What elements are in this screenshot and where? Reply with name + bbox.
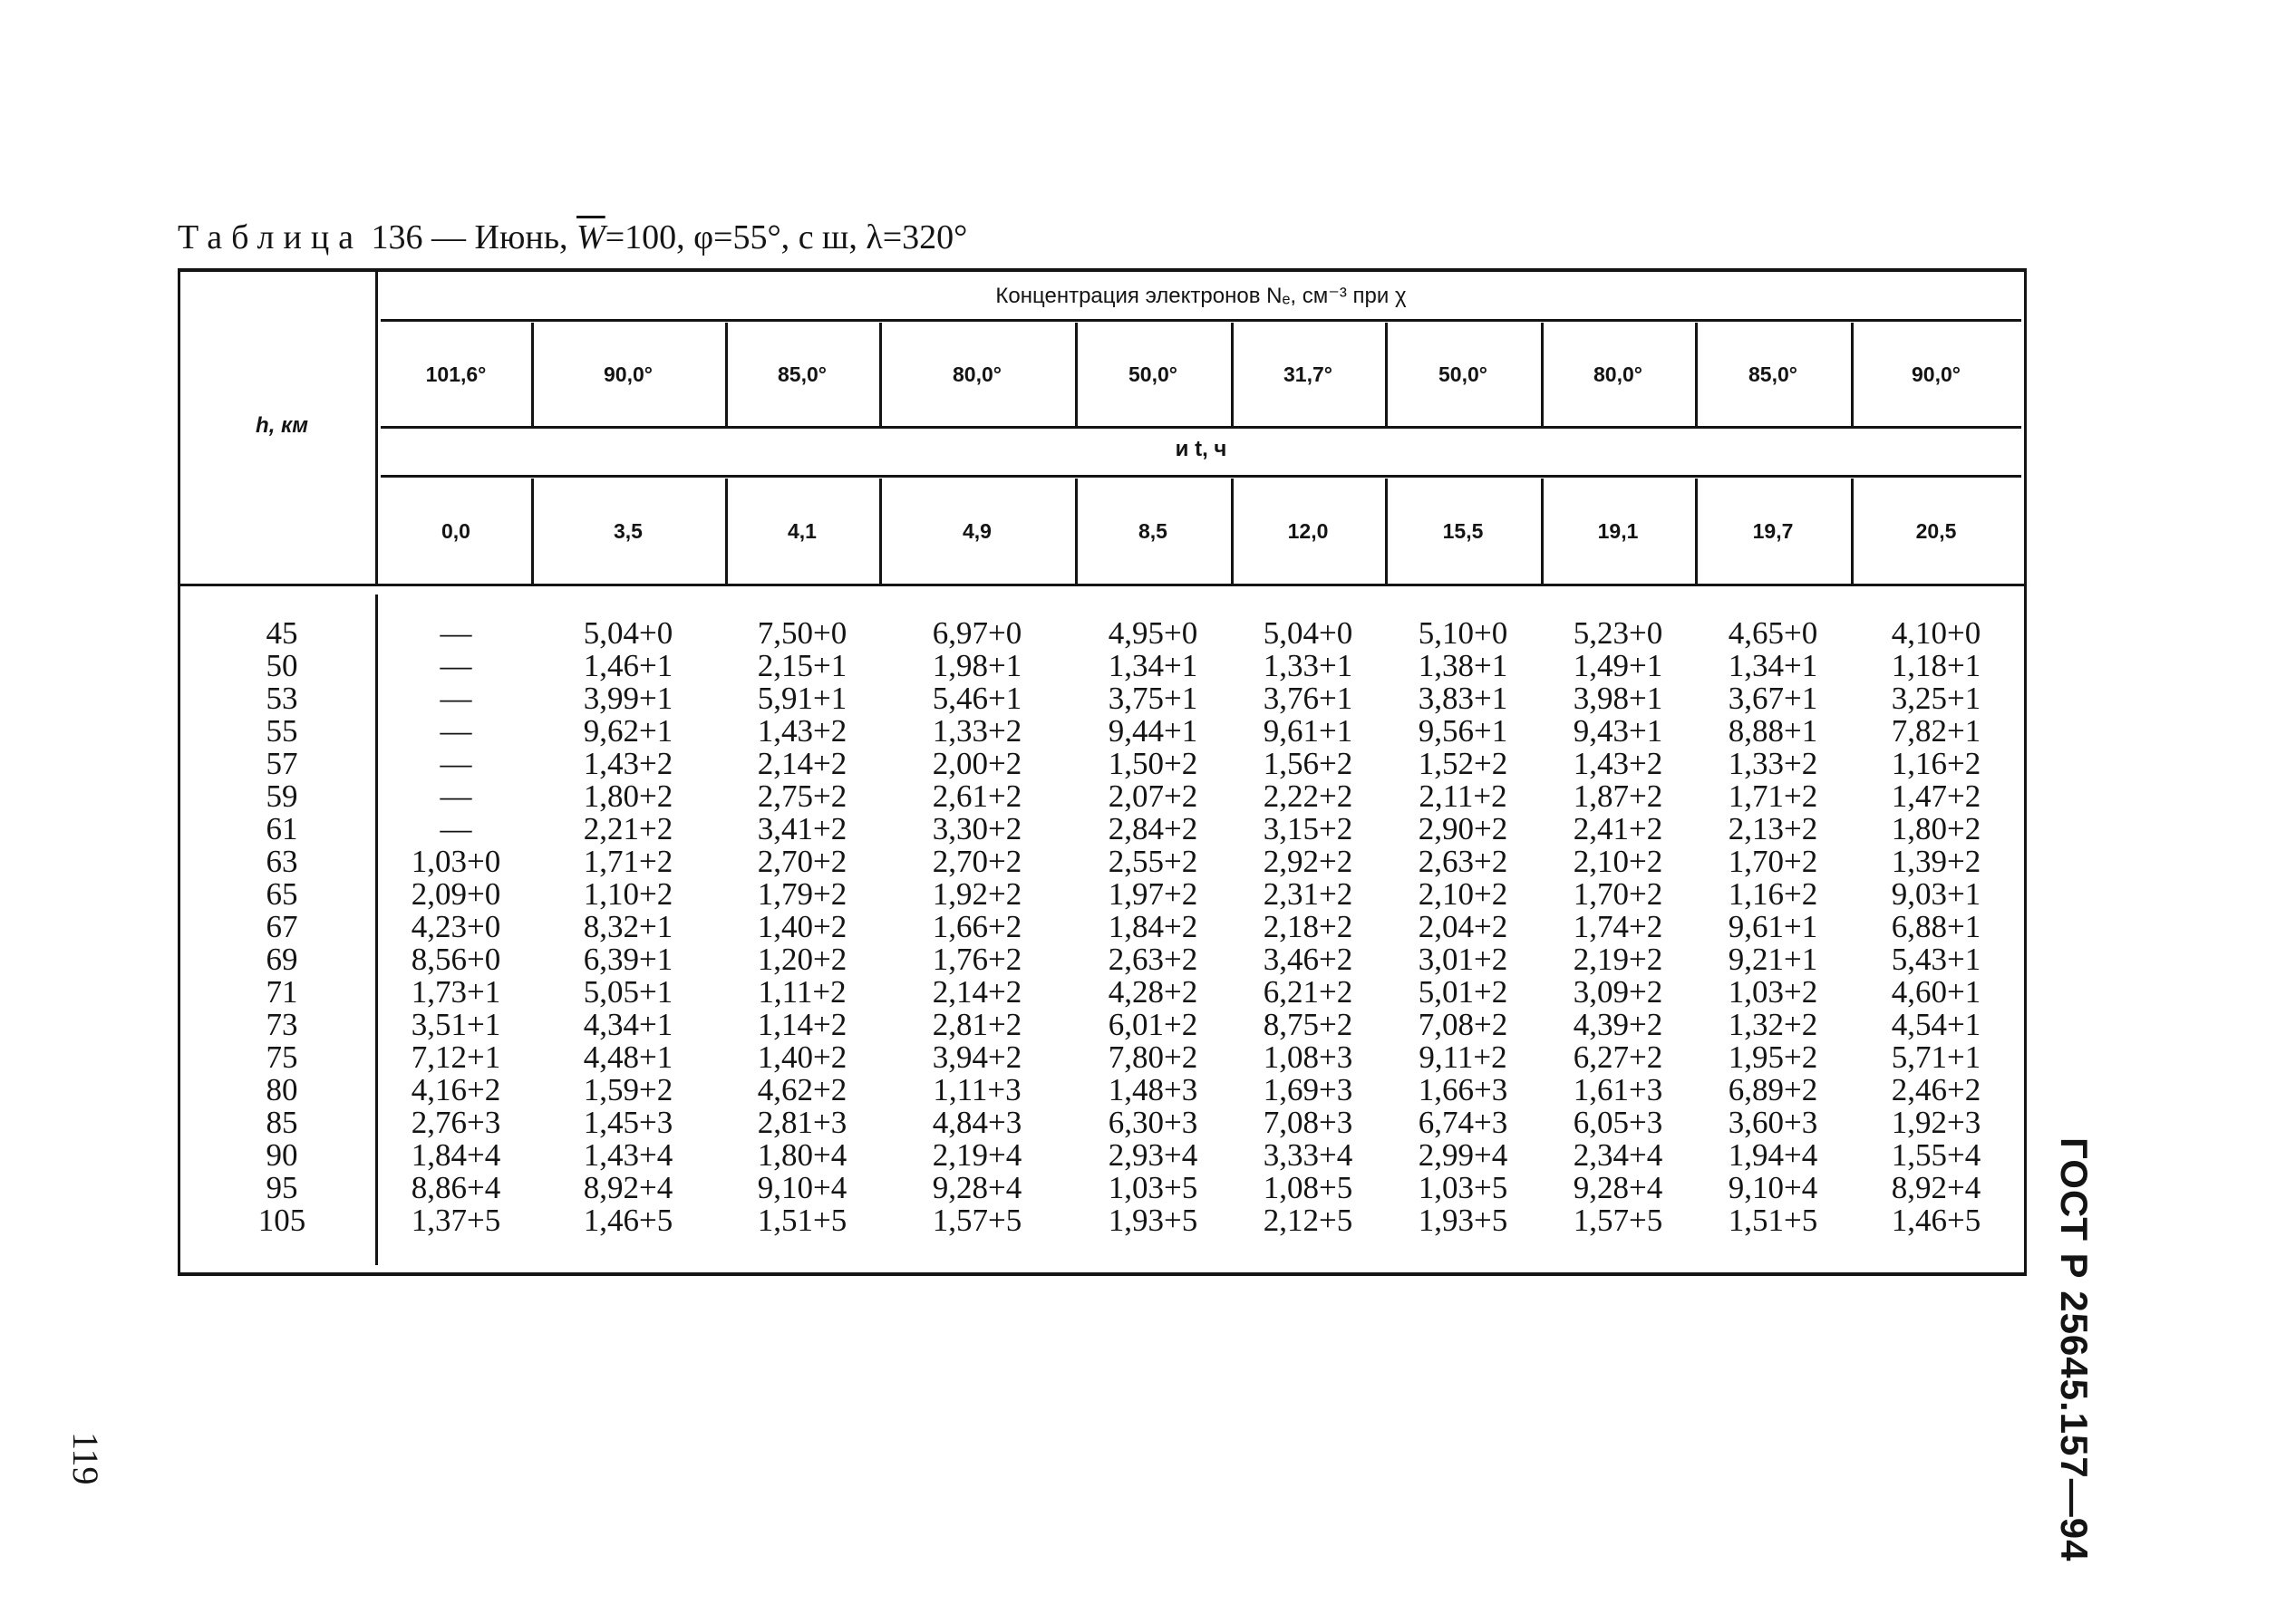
table-cell: 1,80+4 — [757, 1137, 847, 1173]
table-cell: 6,74+3 — [1418, 1105, 1508, 1140]
height-value: 57 — [266, 746, 298, 781]
table-cell: 1,98+1 — [932, 648, 1022, 683]
table-cell: 9,62+1 — [583, 713, 673, 749]
table-cell: 2,99+4 — [1418, 1137, 1508, 1173]
table-cell: 1,95+2 — [1728, 1039, 1818, 1075]
height-column — [205, 617, 359, 1237]
table-cell: 9,21+1 — [1728, 942, 1818, 977]
table-cell: 9,44+1 — [1108, 713, 1198, 749]
data-column — [1075, 617, 1231, 1237]
t-header-cell: 0,0 — [441, 518, 470, 543]
table-cell: 1,57+5 — [1573, 1203, 1663, 1238]
table-cell: 1,97+2 — [1108, 876, 1198, 912]
height-value: 53 — [266, 681, 298, 716]
chi-row-rule — [381, 426, 2021, 429]
table-cell: 6,39+1 — [583, 942, 673, 977]
table-cell: 1,46+5 — [1891, 1203, 1981, 1238]
caption-hemisphere: с ш, — [798, 218, 857, 256]
table-cell: 4,23+0 — [411, 909, 501, 944]
caption-label: Таблица — [178, 218, 363, 256]
table-cell: 1,87+2 — [1573, 778, 1663, 814]
table-cell: 4,10+0 — [1891, 615, 1981, 651]
table-cell: 4,48+1 — [583, 1039, 673, 1075]
table-cell: 4,34+1 — [583, 1007, 673, 1042]
data-column — [1231, 617, 1385, 1237]
table-cell: 1,80+2 — [1891, 811, 1981, 846]
table-cell: 1,49+1 — [1573, 648, 1663, 683]
table-cell: 2,63+2 — [1108, 942, 1198, 977]
table-cell: 1,51+5 — [757, 1203, 847, 1238]
table-cell: 1,39+2 — [1891, 844, 1981, 879]
table-cell: 2,11+2 — [1419, 778, 1507, 814]
table-cell: 1,37+5 — [411, 1203, 501, 1238]
table-right-rule — [2024, 268, 2027, 1274]
table-cell: 2,92+2 — [1263, 844, 1353, 879]
height-value: 45 — [266, 615, 298, 651]
table-cell: 1,48+3 — [1108, 1072, 1198, 1107]
table-cell: 2,84+2 — [1108, 811, 1198, 846]
table-cell: 2,75+2 — [757, 778, 847, 814]
height-value: 95 — [266, 1170, 298, 1205]
table-cell: 9,56+1 — [1418, 713, 1508, 749]
t-header-cell: 19,7 — [1752, 518, 1794, 543]
chi-header-cell: 90,0° — [1912, 362, 1961, 386]
table-cell: 4,60+1 — [1891, 974, 1981, 1010]
table-cell: 2,12+5 — [1263, 1203, 1353, 1238]
table-cell: 7,82+1 — [1891, 713, 1981, 749]
table-cell: 2,46+2 — [1891, 1072, 1981, 1107]
table-cell: 1,70+2 — [1728, 844, 1818, 879]
table-cell: 1,70+2 — [1573, 876, 1663, 912]
table-cell: 1,74+2 — [1573, 909, 1663, 944]
table-cell: 1,46+1 — [583, 648, 673, 683]
table-cell: 1,38+1 — [1418, 648, 1508, 683]
table-cell: 3,09+2 — [1573, 974, 1663, 1010]
caption-w-symbol: $\overline{W}$ — [576, 218, 605, 256]
table-cell: 1,46+5 — [583, 1203, 673, 1238]
table-cell: 3,60+3 — [1728, 1105, 1818, 1140]
table-cell: 6,89+2 — [1728, 1072, 1818, 1107]
t-header-cell: 12,0 — [1287, 518, 1329, 543]
t-header-cell: 8,5 — [1138, 518, 1167, 543]
table-cell: 5,05+1 — [583, 974, 673, 1010]
ne-title: Концентрация электронов Nₑ, см⁻³ при χ — [995, 284, 1407, 308]
table-cell: 6,27+2 — [1573, 1039, 1663, 1075]
table-cell: 1,33+2 — [932, 713, 1022, 749]
caption-lambda: λ=320° — [866, 218, 968, 256]
table-cell: 2,63+2 — [1418, 844, 1508, 879]
table-cell: 1,93+5 — [1418, 1203, 1508, 1238]
table-bottom-rule — [178, 1272, 2027, 1276]
table-caption — [178, 218, 967, 257]
table-cell: 8,92+4 — [1891, 1170, 1981, 1205]
table-cell: 6,30+3 — [1108, 1105, 1198, 1140]
table-cell: 4,84+3 — [932, 1105, 1022, 1140]
t-header-cell: 19,1 — [1597, 518, 1639, 543]
table-cell: 2,04+2 — [1418, 909, 1508, 944]
table-cell: 1,43+2 — [757, 713, 847, 749]
table-cell: 1,93+5 — [1108, 1203, 1198, 1238]
caption-month: Июнь, — [474, 218, 568, 256]
table-cell: 6,88+1 — [1891, 909, 1981, 944]
table-cell: 2,09+0 — [411, 876, 501, 912]
stub-divider — [375, 268, 378, 584]
table-cell: 3,94+2 — [932, 1039, 1022, 1075]
table-cell: 9,10+4 — [1728, 1170, 1818, 1205]
table-cell: 1,94+4 — [1728, 1137, 1818, 1173]
page-number: 119 — [65, 1432, 106, 1485]
table-cell: 5,04+0 — [1263, 615, 1353, 651]
table-cell: 3,33+4 — [1263, 1137, 1353, 1173]
table-cell: 2,55+2 — [1108, 844, 1198, 879]
t-header-cell: 3,5 — [614, 518, 643, 543]
t-header-cell: 20,5 — [1915, 518, 1957, 543]
table-cell: 2,13+2 — [1728, 811, 1818, 846]
chi-header-cell: 101,6° — [425, 362, 487, 386]
table-cell: 1,03+0 — [411, 844, 501, 879]
table-cell: 2,10+2 — [1573, 844, 1663, 879]
t-header-cell: 4,9 — [963, 518, 992, 543]
table-cell: 6,01+2 — [1108, 1007, 1198, 1042]
table-cell: — — [440, 681, 472, 716]
table-cell: 4,65+0 — [1728, 615, 1818, 651]
table-cell: 7,12+1 — [411, 1039, 501, 1075]
stub-divider-body — [375, 594, 378, 1265]
table-cell: 2,21+2 — [583, 811, 673, 846]
data-column — [1541, 617, 1695, 1237]
chi-header-cell: 80,0° — [953, 362, 1002, 386]
table-cell: 2,76+3 — [411, 1105, 501, 1140]
table-cell: 3,98+1 — [1573, 681, 1663, 716]
table-cell: 4,62+2 — [757, 1072, 847, 1107]
table-cell: 1,10+2 — [583, 876, 673, 912]
table-cell: 3,67+1 — [1728, 681, 1818, 716]
table-cell: 3,83+1 — [1418, 681, 1508, 716]
chi-header-cell: 80,0° — [1593, 362, 1642, 386]
t-header-cell: 4,1 — [788, 518, 817, 543]
table-cell: 9,03+1 — [1891, 876, 1981, 912]
caption-phi: φ=55°, — [693, 218, 790, 256]
table-cell: 1,84+4 — [411, 1137, 501, 1173]
table-cell: 5,71+1 — [1891, 1039, 1981, 1075]
table-cell: 1,76+2 — [932, 942, 1022, 977]
table-cell: 2,31+2 — [1263, 876, 1353, 912]
table-cell: 5,46+1 — [932, 681, 1022, 716]
height-value: 50 — [266, 648, 298, 683]
table-cell: 1,79+2 — [757, 876, 847, 912]
table-cell: 4,16+2 — [411, 1072, 501, 1107]
table-cell: 1,61+3 — [1573, 1072, 1663, 1107]
table-cell: 1,33+2 — [1728, 746, 1818, 781]
table-cell: 2,34+4 — [1573, 1137, 1663, 1173]
table-cell: 1,92+3 — [1891, 1105, 1981, 1140]
table-cell: 9,10+4 — [757, 1170, 847, 1205]
table-cell: 2,00+2 — [932, 746, 1022, 781]
table-cell: 2,81+2 — [932, 1007, 1022, 1042]
table-cell: 2,70+2 — [757, 844, 847, 879]
chi-header-cell: 31,7° — [1283, 362, 1332, 386]
table-cell: 4,95+0 — [1108, 615, 1198, 651]
table-cell: 6,21+2 — [1263, 974, 1353, 1010]
t-title: и t, ч — [1175, 437, 1227, 461]
table-cell: 1,11+2 — [758, 974, 847, 1010]
table-cell: — — [440, 615, 472, 651]
header-bottom-rule — [178, 584, 2027, 586]
chi-header-cell: 90,0° — [604, 362, 653, 386]
height-value: 90 — [266, 1137, 298, 1173]
table-cell: — — [440, 713, 472, 749]
data-column — [725, 617, 879, 1237]
chi-header-cell: 85,0° — [1748, 362, 1797, 386]
table-cell: 3,25+1 — [1891, 681, 1981, 716]
table-cell: 1,69+3 — [1263, 1072, 1353, 1107]
caption-dash: — — [431, 218, 467, 256]
table-cell: 1,84+2 — [1108, 909, 1198, 944]
table-cell: 5,43+1 — [1891, 942, 1981, 977]
table-cell: 1,71+2 — [1728, 778, 1818, 814]
data-column — [879, 617, 1075, 1237]
table-cell: 1,08+3 — [1263, 1039, 1353, 1075]
table-cell: 1,14+2 — [757, 1007, 847, 1042]
table-cell: 1,43+2 — [583, 746, 673, 781]
height-value: 65 — [266, 876, 298, 912]
table-cell: 2,81+3 — [757, 1105, 847, 1140]
data-column — [1695, 617, 1851, 1237]
table-cell: 1,73+1 — [411, 974, 501, 1010]
table-cell: 8,75+2 — [1263, 1007, 1353, 1042]
table-cell: 2,22+2 — [1263, 778, 1353, 814]
table-cell: 1,51+5 — [1728, 1203, 1818, 1238]
table-cell: 2,19+4 — [932, 1137, 1022, 1173]
table-cell: 3,46+2 — [1263, 942, 1353, 977]
table-cell: 1,43+2 — [1573, 746, 1663, 781]
table-cell: 1,03+5 — [1418, 1170, 1508, 1205]
table-cell: 9,61+1 — [1728, 909, 1818, 944]
table-cell: 1,50+2 — [1108, 746, 1198, 781]
table-cell: 5,23+0 — [1573, 615, 1663, 651]
t-header-cell: 15,5 — [1442, 518, 1484, 543]
table-cell: 2,07+2 — [1108, 778, 1198, 814]
height-value: 69 — [266, 942, 298, 977]
table-cell: 2,19+2 — [1573, 942, 1663, 977]
table-cell: 1,66+3 — [1418, 1072, 1508, 1107]
table-cell: 7,50+0 — [757, 615, 847, 651]
table-cell: 2,93+4 — [1108, 1137, 1198, 1173]
table-cell: 3,99+1 — [583, 681, 673, 716]
chi-header-cell: 85,0° — [778, 362, 827, 386]
table-cell: 1,52+2 — [1418, 746, 1508, 781]
table-cell: 3,51+1 — [411, 1007, 501, 1042]
table-cell: 1,92+2 — [932, 876, 1022, 912]
table-cell: 1,32+2 — [1728, 1007, 1818, 1042]
t-title-rule — [381, 475, 2021, 478]
table-cell: 2,41+2 — [1573, 811, 1663, 846]
table-cell: 1,43+4 — [583, 1137, 673, 1173]
table-cell: 9,28+4 — [1573, 1170, 1663, 1205]
table-cell: 3,01+2 — [1418, 942, 1508, 977]
height-value: 63 — [266, 844, 298, 879]
table-cell: 8,86+4 — [411, 1170, 501, 1205]
table-cell: — — [440, 811, 472, 846]
table-cell: 2,70+2 — [932, 844, 1022, 879]
table-cell: 1,20+2 — [757, 942, 847, 977]
table-cell: 2,14+2 — [932, 974, 1022, 1010]
height-value: 55 — [266, 713, 298, 749]
table-cell: 1,56+2 — [1263, 746, 1353, 781]
table-cell: 1,34+1 — [1728, 648, 1818, 683]
table-cell: 8,32+1 — [583, 909, 673, 944]
data-column — [1385, 617, 1541, 1237]
table-cell: 2,90+2 — [1418, 811, 1508, 846]
height-value: 61 — [266, 811, 298, 846]
table-top-rule — [178, 268, 2027, 272]
h-label: h, км — [256, 413, 308, 438]
table-cell: 4,28+2 — [1108, 974, 1198, 1010]
table-cell: 8,92+4 — [583, 1170, 673, 1205]
table-cell: — — [440, 648, 472, 683]
table-cell: 6,97+0 — [932, 615, 1022, 651]
table-cell: 1,34+1 — [1108, 648, 1198, 683]
table-cell: 1,18+1 — [1891, 648, 1981, 683]
table-cell: 5,04+0 — [583, 615, 673, 651]
table-cell: 6,05+3 — [1573, 1105, 1663, 1140]
table-cell: 1,57+5 — [932, 1203, 1022, 1238]
title-rule — [381, 319, 2021, 322]
table-cell: 1,66+2 — [932, 909, 1022, 944]
table-cell: 3,15+2 — [1263, 811, 1353, 846]
standard-code: ГОСТ Р 25645.157—94 — [2053, 1137, 2096, 1562]
table-cell: — — [440, 778, 472, 814]
table-cell: 4,39+2 — [1573, 1007, 1663, 1042]
caption-number: 136 — [371, 218, 423, 256]
table-cell: 2,61+2 — [932, 778, 1022, 814]
table-cell: 9,43+1 — [1573, 713, 1663, 749]
data-column — [531, 617, 725, 1237]
table-cell: 8,56+0 — [411, 942, 501, 977]
table-cell: 1,16+2 — [1728, 876, 1818, 912]
table-cell: 3,41+2 — [757, 811, 847, 846]
table-cell: 1,59+2 — [583, 1072, 673, 1107]
height-value: 80 — [266, 1072, 298, 1107]
height-value: 105 — [257, 1203, 306, 1238]
table-cell: 1,40+2 — [757, 1039, 847, 1075]
table-cell: 3,30+2 — [932, 811, 1022, 846]
table-cell: 8,88+1 — [1728, 713, 1818, 749]
height-value: 73 — [266, 1007, 298, 1042]
table-cell: 1,45+3 — [583, 1105, 673, 1140]
table-cell: 5,10+0 — [1418, 615, 1508, 651]
height-value: 71 — [266, 974, 298, 1010]
table-left-rule — [178, 268, 180, 1274]
table-cell: 2,18+2 — [1263, 909, 1353, 944]
table-cell: 1,03+5 — [1108, 1170, 1198, 1205]
height-value: 67 — [266, 909, 298, 944]
data-column — [381, 617, 531, 1237]
table-cell: 1,55+4 — [1891, 1137, 1981, 1173]
chi-header-cell: 50,0° — [1128, 362, 1177, 386]
table-cell: 5,01+2 — [1418, 974, 1508, 1010]
table-cell: 9,61+1 — [1263, 713, 1353, 749]
table-cell: 2,15+1 — [757, 648, 847, 683]
table-cell: 7,08+3 — [1263, 1105, 1353, 1140]
table-cell: 1,08+5 — [1263, 1170, 1353, 1205]
table-cell: 1,47+2 — [1891, 778, 1981, 814]
table-cell: 1,16+2 — [1891, 746, 1981, 781]
data-column — [1851, 617, 2021, 1237]
table-cell: 3,75+1 — [1108, 681, 1198, 716]
table-cell: 2,10+2 — [1418, 876, 1508, 912]
table-cell: — — [440, 746, 472, 781]
table-cell: 5,91+1 — [757, 681, 847, 716]
table-cell: 2,14+2 — [757, 746, 847, 781]
table-cell: 7,80+2 — [1108, 1039, 1198, 1075]
table-cell: 1,71+2 — [583, 844, 673, 879]
caption-w-value: =100, — [605, 218, 685, 256]
height-value: 59 — [266, 778, 298, 814]
table-cell: 1,40+2 — [757, 909, 847, 944]
table-cell: 9,28+4 — [932, 1170, 1022, 1205]
table-cell: 1,80+2 — [583, 778, 673, 814]
table-cell: 4,54+1 — [1891, 1007, 1981, 1042]
table-cell: 1,11+3 — [933, 1072, 1022, 1107]
table-cell: 9,11+2 — [1419, 1039, 1507, 1075]
table-cell: 1,03+2 — [1728, 974, 1818, 1010]
table-cell: 7,08+2 — [1418, 1007, 1508, 1042]
chi-header-cell: 50,0° — [1438, 362, 1487, 386]
height-value: 85 — [266, 1105, 298, 1140]
table-cell: 3,76+1 — [1263, 681, 1353, 716]
table-cell: 1,33+1 — [1263, 648, 1353, 683]
height-value: 75 — [266, 1039, 298, 1075]
data-table — [178, 268, 2027, 1278]
